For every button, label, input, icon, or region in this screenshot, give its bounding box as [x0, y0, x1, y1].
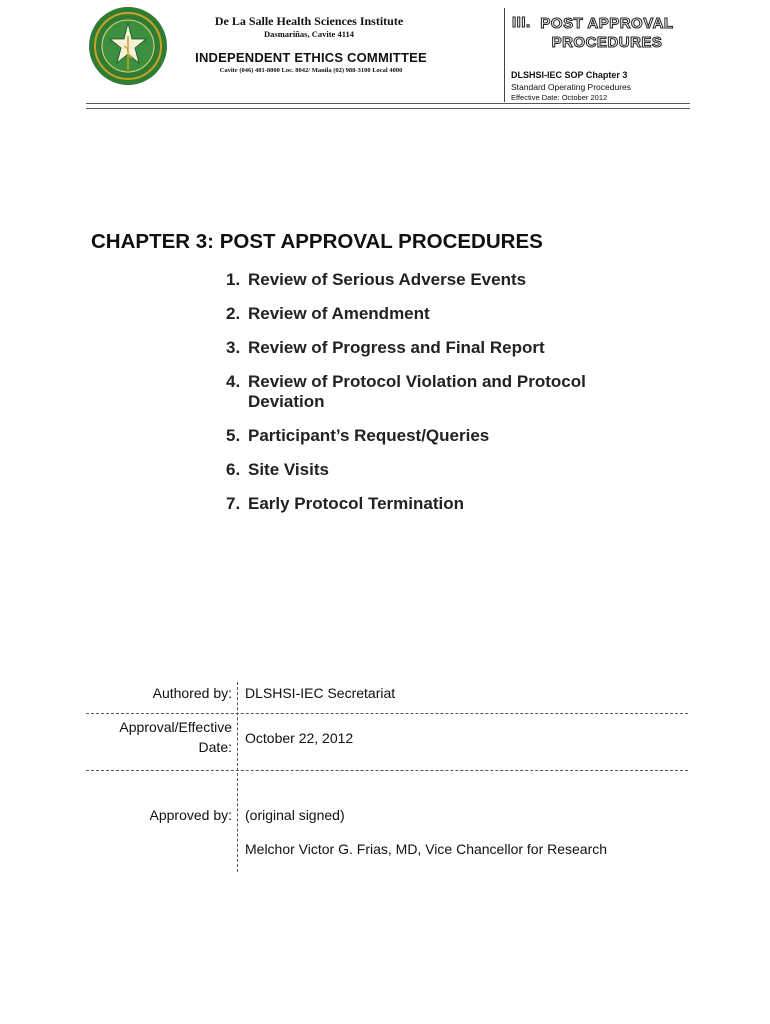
- toc-text: Review of Amendment: [248, 304, 430, 323]
- section-number: III.: [512, 14, 531, 31]
- toc-number: 7.: [226, 494, 241, 513]
- section-title: [537, 14, 677, 52]
- toc-text: Review of Serious Adverse Events: [248, 270, 527, 289]
- sop-subtitle: Standard Operating Procedures: [511, 82, 632, 92]
- approval-label: [106, 717, 232, 757]
- toc-item: [226, 338, 646, 358]
- institution-address: Dasmariñas, Cavite 4114: [264, 29, 354, 39]
- toc-item: [226, 372, 606, 412]
- header-divider: [504, 8, 505, 102]
- chapter-title: CHAPTER 3: POST APPROVAL PROCEDURES: [91, 230, 543, 253]
- approved-value: (original signed): [245, 807, 345, 823]
- committee-name: INDEPENDENT ETHICS COMMITTEE: [195, 50, 427, 65]
- approval-label-line2: Date:: [198, 739, 232, 755]
- toc-item: [226, 460, 646, 480]
- toc-text: Participant’s Request/Queries: [248, 426, 490, 445]
- toc-item: [226, 494, 646, 514]
- toc-item: [226, 304, 646, 324]
- toc-text: Site Visits: [248, 460, 329, 479]
- section-title-line1: POST APPROVAL: [540, 15, 674, 32]
- signoff-row-divider: [86, 770, 688, 771]
- section-title-line2: PROCEDURES: [551, 34, 663, 51]
- institution-name: De La Salle Health Sciences Institute: [214, 14, 404, 28]
- toc-item: [226, 426, 646, 446]
- signoff-row-divider: [86, 713, 688, 714]
- signoff-divider: [237, 682, 238, 872]
- toc-text: Review of Protocol Violation and Protocol Deviation: [248, 372, 586, 411]
- toc-number: 4.: [226, 372, 241, 391]
- approval-label-line1: Approval/Effective: [119, 719, 232, 735]
- authored-value: DLSHSI-IEC Secretariat: [245, 685, 396, 701]
- toc-number: 5.: [226, 426, 241, 445]
- approver-name: Melchor Victor G. Frias, MD, Vice Chancellor for Research: [245, 841, 608, 857]
- toc-number: 6.: [226, 460, 241, 479]
- toc-item: [226, 270, 646, 290]
- institution-seal-logo: [88, 6, 168, 86]
- table-of-contents: [226, 270, 646, 528]
- approval-value: October 22, 2012: [245, 730, 354, 746]
- authored-label: Authored by:: [152, 685, 232, 701]
- effective-date: Effective Date: October 2012: [511, 93, 608, 102]
- toc-number: 1.: [226, 270, 241, 289]
- contact-numbers: Cavite (046) 481-8000 Loc. 8042/ Manila (02) 988-3100 Local 4000: [219, 67, 403, 74]
- toc-text: Review of Progress and Final Report: [248, 338, 545, 357]
- toc-number: 2.: [226, 304, 241, 323]
- toc-number: 3.: [226, 338, 241, 357]
- toc-text: Early Protocol Termination: [248, 494, 465, 513]
- sop-code: DLSHSI-IEC SOP Chapter 3: [511, 70, 628, 80]
- approved-label: Approved by:: [149, 807, 232, 823]
- header-rule: [86, 103, 690, 109]
